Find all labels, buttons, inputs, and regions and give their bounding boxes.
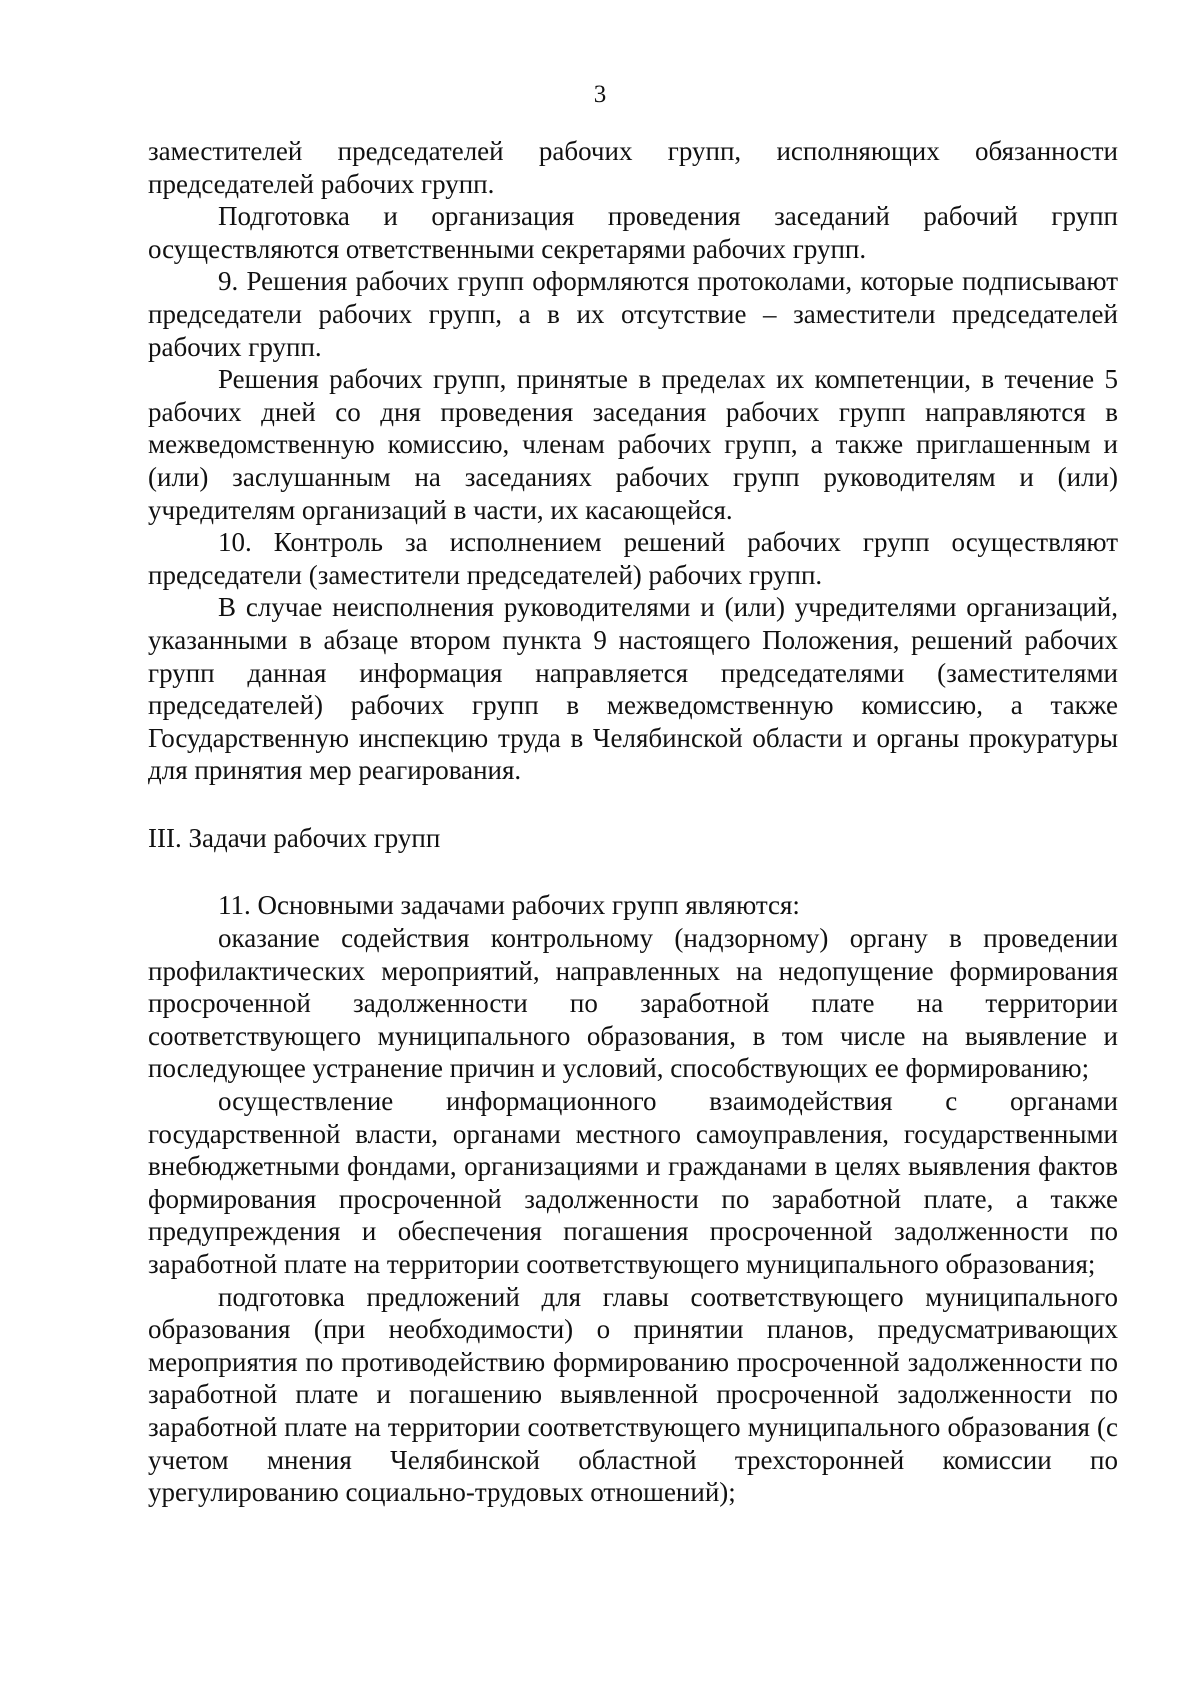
page-number: 3 [593,81,607,108]
paragraph-task-information-exchange: осуществление информационного взаимодействия с органами государственной власти, органами местного самоуправления, государственными внебюджетными фондами, организациями и гражданами в целях выявления фактов формирования просроченной задолженности по заработной плате, а также предупреждения и обеспечения погашения просроченной задолженности по заработной плате на территории соответствующего муниципального образования; [148,1086,1118,1279]
document-body [148,135,1118,1509]
paragraph-task-assistance: оказание содействия контрольному (надзорному) органу в проведении профилактических мероприятий, направленных на недопущение формирования просроченной задолженности по заработной плате на территории соответствующего муниципального образования, в том числе на выявление и последующее устранение причин и условий, способствующих ее формированию; [148,923,1118,1084]
paragraph-non-compliance: В случае неисполнения руководителями и (или) учредителями организаций, указанными в абзаце втором пункта 9 настоящего Положения, решений рабочих групп данная информация направляется председателями (заместителями председателей) рабочих групп в межведомственную комиссию, а также Государственную инспекцию труда в Челябинской области и органы прокуратуры для принятия мер реагирования. [148,592,1118,786]
paragraph-task-proposals: подготовка предложений для главы соответствующего муниципального образования (при необходимости) о принятии планов, предусматривающих мероприятия по противодействию формированию просроченной задолженности по заработной плате и погашению выявленной просроченной задолженности по заработной плате на территории соответствующего муниципального образования (с учетом мнения Челябинской областной трехсторонней комиссии по урегулированию социально-трудовых отношений); [148,1281,1118,1508]
paragraph-item-10: 10. Контроль за исполнением решений рабочих групп осуществляют председатели (заместители председателей) рабочих групп. [148,527,1118,590]
paragraph-continuation: заместителей председателей рабочих групп, исполняющих обязанности председателей рабочих групп. [148,136,1118,199]
paragraph-meeting-preparation: Подготовка и организация проведения заседаний рабочий групп осуществляются ответственными секретарями рабочих групп. [148,201,1118,264]
paragraph-decisions-distribution: Решения рабочих групп, принятые в пределах их компетенции, в течение 5 рабочих дней со дня проведения заседания рабочих групп направляются в межведомственную комиссию, членам рабочих групп, а также приглашенным и (или) заслушанным на заседаниях рабочих групп руководителям и (или) учредителям организаций в части, их касающейся. [148,364,1118,525]
paragraph-item-11: 11. Основными задачами рабочих групп являются: [218,890,800,921]
section-heading: III. Задачи рабочих групп [148,822,441,853]
paragraph-item-9: 9. Решения рабочих групп оформляются протоколами, которые подписывают председатели рабочих групп, а в их отсутствие – заместители председателей рабочих групп. [148,266,1118,362]
